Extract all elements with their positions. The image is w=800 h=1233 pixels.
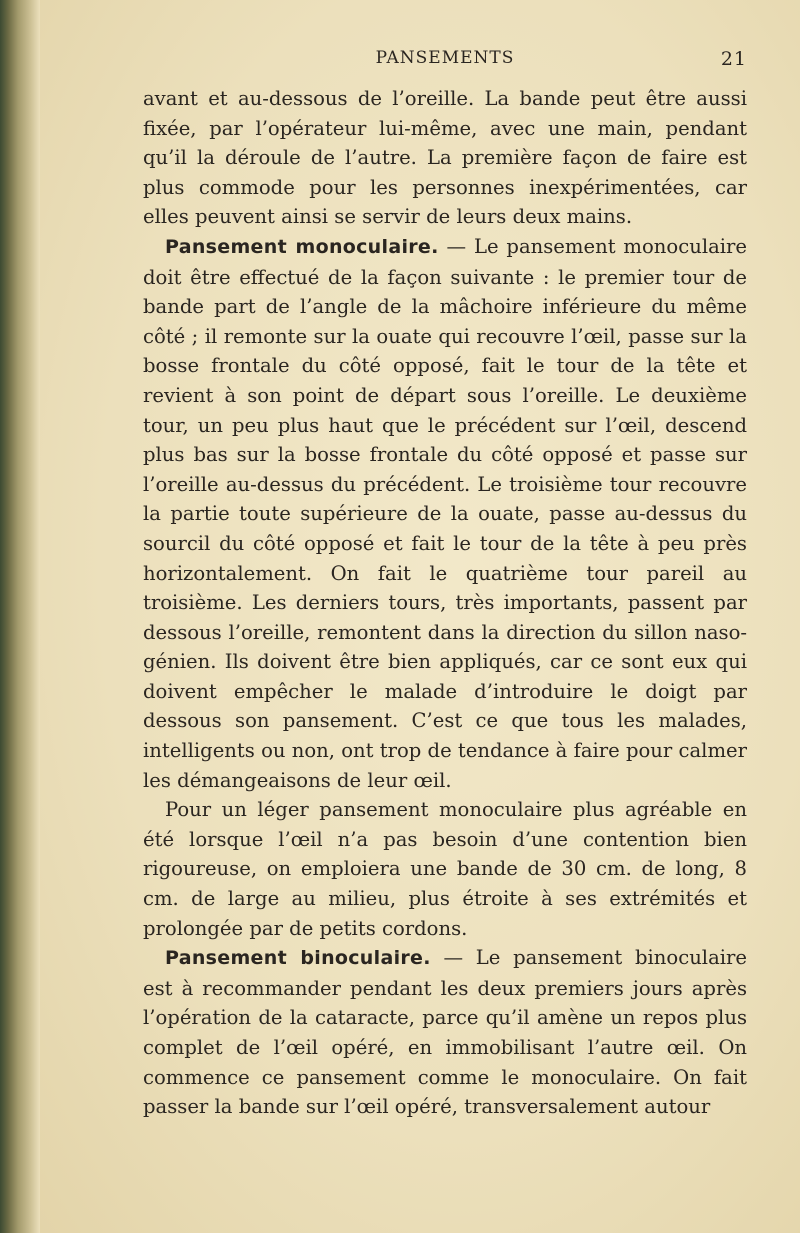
section-heading-binoculaire: Pansement binoculaire. [165,947,431,970]
paragraph-monoculaire-text: — Le pansement monoculaire doit être effectué de la façon suivante : le premier tour de bande part de l’angle de la mâchoire inférieure du même côté ; il remonte sur la ouate qui recouvre l’œil, passe sur la bosse frontale du côté opposé, fait le tour de la tête et revient à son point de départ sous l’oreille. Le deuxième tour, un peu plus haut que le précédent sur l’œil, descend plus bas sur la bosse frontale du côté opposé et passe sur l’oreille au-dessus du précédent. Le troisième tour recouvre la partie toute supérieure de la ouate, passe au-dessus du sourcil du côté opposé et fait le tour de la tête à peu près horizontalement. On fait le quatrième tour pareil au troisième. Les derniers tours, très importants, passent par dessous l’oreille, remontent dans la direction du sillon naso-génien. Ils doivent être bien appliqués, car ce sont eux qui doivent empêcher le malade d’introduire le doigt par dessous son pansement. C’est ce que tous les malades, intelligents ou non, ont trop de tendance à faire pour calmer les démangeaisons de leur œil. [143,234,747,792]
paragraph-leger-pansement: Pour un léger pansement monoculaire plus agréable en été lorsque l’œil n’a pas besoin d’une contention bien rigoureuse, on emploiera une bande de 30 cm. de long, 8 cm. de large au milieu, plus étroite à ses extrémités et prolongée par de petits cordons. [143,798,747,940]
book-spine-edge [0,0,40,1233]
body-text [143,84,747,1122]
book-page [40,0,800,1233]
paragraph-binoculaire-text: — Le pansement binoculaire est à recommander pendant les deux premiers jours après l’opération de la cataracte, parce qu’il amène un repos plus complet de l’œil opéré, en immobilisant l’autre œil. On commence ce pansement comme le monoculaire. On fait passer la bande sur l’œil opéré, transversalement autour [143,946,747,1119]
page-number: 21 [720,48,747,70]
page-header [143,48,747,74]
paragraph-continuation: avant et au-dessous de l’oreille. La bande peut être aussi fixée, par l’opérateur lui-même, avec une main, pendant qu’il la déroule de l’autre. La première façon de faire est plus commode pour les personnes inexpérimentées, car elles peuvent ainsi se servir de leurs deux mains. [143,87,747,229]
section-heading-monoculaire: Pansement monoculaire. [165,235,439,258]
paragraph-binoculaire [143,943,747,1122]
paragraph-monoculaire [143,232,747,795]
running-title: PANSEMENTS [375,48,515,68]
